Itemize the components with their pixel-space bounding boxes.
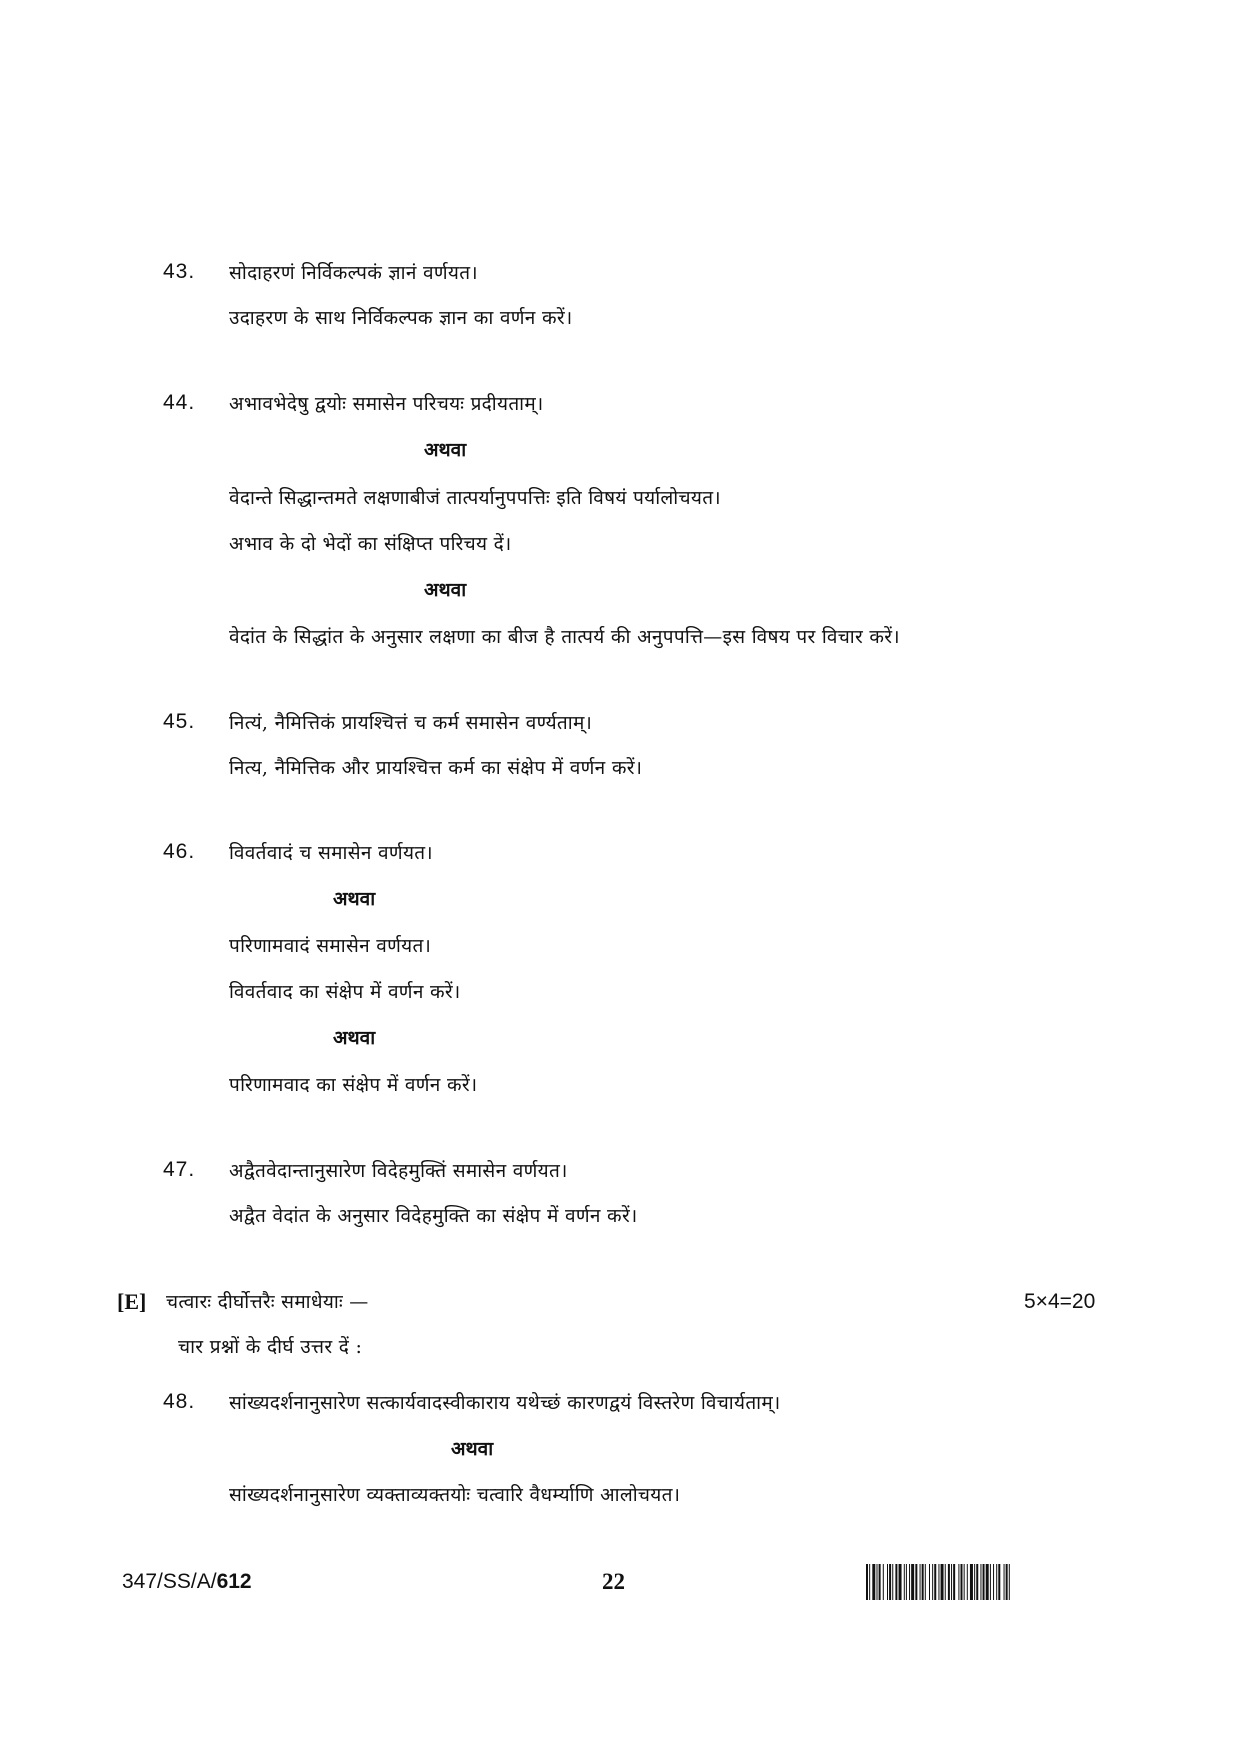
- question-text-sanskrit: विवर्तवादं च समासेन वर्णयत।: [229, 842, 433, 864]
- question-text-hindi: विवर्तवाद का संक्षेप में वर्णन करें।: [229, 981, 461, 1003]
- question-text-hindi: उदाहरण के साथ निर्विकल्पक ज्ञान का वर्णन करें।: [229, 307, 573, 329]
- or-separator: अथवा: [333, 1027, 376, 1049]
- section-tag: [E]: [117, 1289, 147, 1314]
- section-marks: 5×4=20: [1024, 1290, 1096, 1313]
- question-text-sanskrit: अद्वैतवेदान्तानुसारेण विदेहमुक्तिं समासेन वर्णयत।: [229, 1160, 568, 1182]
- question-number: 44.: [163, 391, 196, 414]
- question-number: 45.: [163, 710, 196, 733]
- barcode-graphic: [866, 1564, 1128, 1600]
- paper-code-prefix: 347/SS/A/: [122, 1570, 217, 1593]
- question-text-sanskrit-alt: वेदान्ते सिद्धान्तमते लक्षणाबीजं तात्पर्यानुपपत्तिः इति विषयं पर्यालोचयत।: [229, 487, 721, 509]
- question-number: 46.: [163, 840, 196, 863]
- question-text-hindi-alt: परिणामवाद का संक्षेप में वर्णन करें।: [229, 1074, 478, 1096]
- or-separator: अथवा: [451, 1438, 494, 1460]
- section-instruction-sanskrit: चत्वारः दीर्घोत्तरैः समाधेयाः —: [166, 1291, 369, 1313]
- question-text-sanskrit: सोदाहरणं निर्विकल्पकं ज्ञानं वर्णयत।: [229, 262, 478, 284]
- question-text-hindi: अभाव के दो भेदों का संक्षिप्त परिचय दें।: [229, 533, 512, 555]
- or-separator: अथवा: [424, 579, 467, 601]
- question-text-hindi: अद्वैत वेदांत के अनुसार विदेहमुक्ति का संक्षेप में वर्णन करें।: [229, 1205, 638, 1227]
- question-text-hindi-alt: वेदांत के सिद्धांत के अनुसार लक्षणा का बीज है तात्पर्य की अनुपपत्ति—इस विषय पर विचार करें।: [229, 626, 900, 648]
- paper-code-number: 612: [216, 1570, 252, 1593]
- question-text-hindi: नित्य, नैमित्तिक और प्रायश्चित्त कर्म का संक्षेप में वर्णन करें।: [229, 757, 643, 779]
- question-number: 43.: [163, 260, 196, 283]
- section-instruction-hindi: चार प्रश्नों के दीर्घ उत्तर दें :: [178, 1336, 363, 1358]
- question-text-sanskrit: सांख्यदर्शनानुसारेण सत्कार्यवादस्वीकाराय यथेच्छं कारणद्वयं विस्तरेण विचार्यताम्।: [229, 1392, 781, 1414]
- question-text-sanskrit: अभावभेदेषु द्वयोः समासेन परिचयः प्रदीयताम्।: [229, 393, 544, 415]
- or-separator: अथवा: [424, 439, 467, 461]
- page-number: 22: [602, 1569, 625, 1594]
- question-text-sanskrit: नित्यं, नैमित्तिकं प्रायश्चित्तं च कर्म समासेन वर्ण्यताम्।: [229, 712, 593, 734]
- question-number: 47.: [163, 1158, 196, 1181]
- question-text-sanskrit-alt: परिणामवादं समासेन वर्णयत।: [229, 935, 432, 957]
- question-number-q48: 48.: [163, 1390, 196, 1413]
- question-text-sanskrit-alt: सांख्यदर्शनानुसारेण व्यक्ताव्यक्तयोः चत्वारि वैधर्म्याणि आलोचयत।: [229, 1484, 681, 1506]
- or-separator: अथवा: [333, 888, 376, 910]
- paper-code: [122, 1568, 252, 1596]
